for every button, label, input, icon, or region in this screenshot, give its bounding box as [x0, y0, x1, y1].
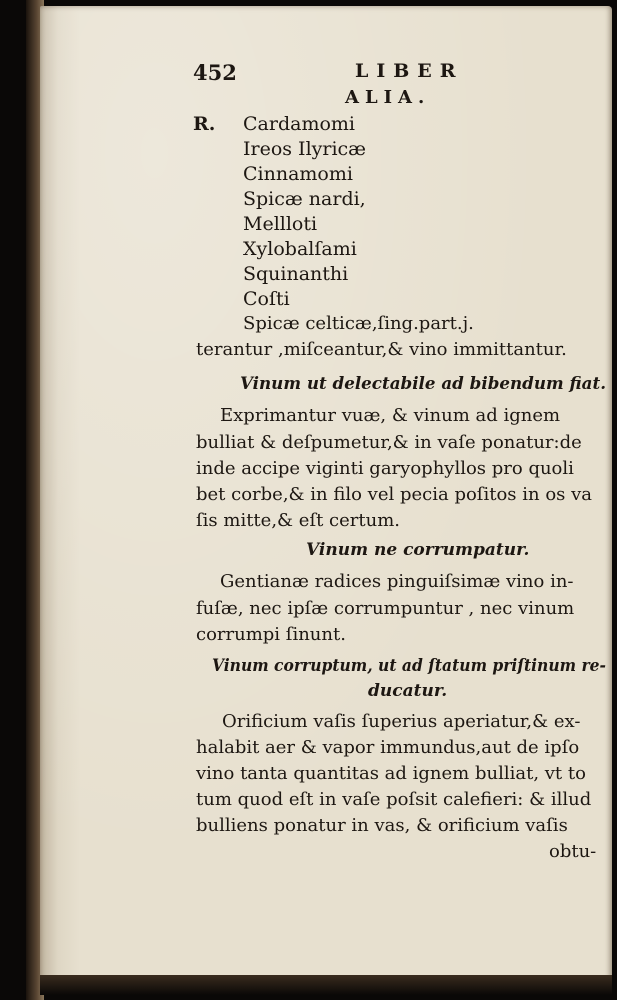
- running-title: LIBER: [355, 60, 464, 82]
- section-heading-continuation: ducatur.: [368, 681, 448, 701]
- ingredient-line: Cardamomi: [243, 113, 355, 135]
- page-bottom-shadow: [40, 975, 612, 995]
- body-line: halabit aer & vapor immundus,aut de ipſo: [196, 737, 580, 758]
- section-heading: Vinum ut delectabile ad bibendum fiat.: [240, 374, 607, 394]
- ingredient-line: Mellloti: [243, 213, 318, 235]
- body-line: Orificium vaſis ſuperius aperiatur,& ex-: [222, 711, 581, 732]
- recipe-marker: R.: [193, 113, 216, 135]
- page-number: 452: [193, 60, 237, 85]
- ingredient-line: Xylobalſami: [243, 238, 357, 260]
- ingredient-line: Ireos Ilyricæ: [243, 138, 367, 160]
- section-heading: Vinum corruptum, ut ad ſtatum priſtinum re-: [212, 656, 606, 676]
- body-line: ſis mitte,& eſt certum.: [196, 510, 401, 531]
- ingredient-line: Squinanthi: [243, 263, 349, 285]
- ingredient-line: Spicæ nardi,: [243, 188, 366, 210]
- recipe-closing-line: terantur ,miſceantur,& vino immittantur.: [196, 339, 567, 360]
- ingredient-line: Spicæ celticæ,ſing.part.j.: [243, 313, 474, 334]
- ingredient-line: Cinnamomi: [243, 163, 353, 185]
- body-line: fuſæ, nec ipſæ corrumpuntur , nec vinum: [196, 598, 575, 619]
- body-line: Gentianæ radices pinguiſsimæ vino in-: [220, 571, 574, 592]
- body-line: vino tanta quantitas ad ignem bulliat, vt to: [196, 763, 586, 784]
- body-line: corrumpi ſinunt.: [196, 624, 346, 645]
- body-line: bet corbe,& in filo vel pecia poſitos in os va: [196, 484, 593, 505]
- body-line: inde accipe viginti garyophyllos pro quoli: [196, 458, 574, 479]
- body-line: Exprimantur vuæ, & vinum ad ignem: [220, 405, 561, 426]
- body-line: bulliens ponatur in vas, & orificium vaſis: [196, 815, 568, 836]
- body-line: tum quod eſt in vaſe poſsit calefieri: & illud: [196, 789, 592, 810]
- ingredient-line: Coſti: [243, 288, 290, 310]
- section-subtitle: ALIA.: [345, 87, 431, 108]
- body-line: bulliat & deſpumetur,& in vaſe ponatur:de: [196, 432, 582, 453]
- section-heading: Vinum ne corrumpatur.: [306, 540, 530, 560]
- catchword: obtu-: [549, 841, 597, 862]
